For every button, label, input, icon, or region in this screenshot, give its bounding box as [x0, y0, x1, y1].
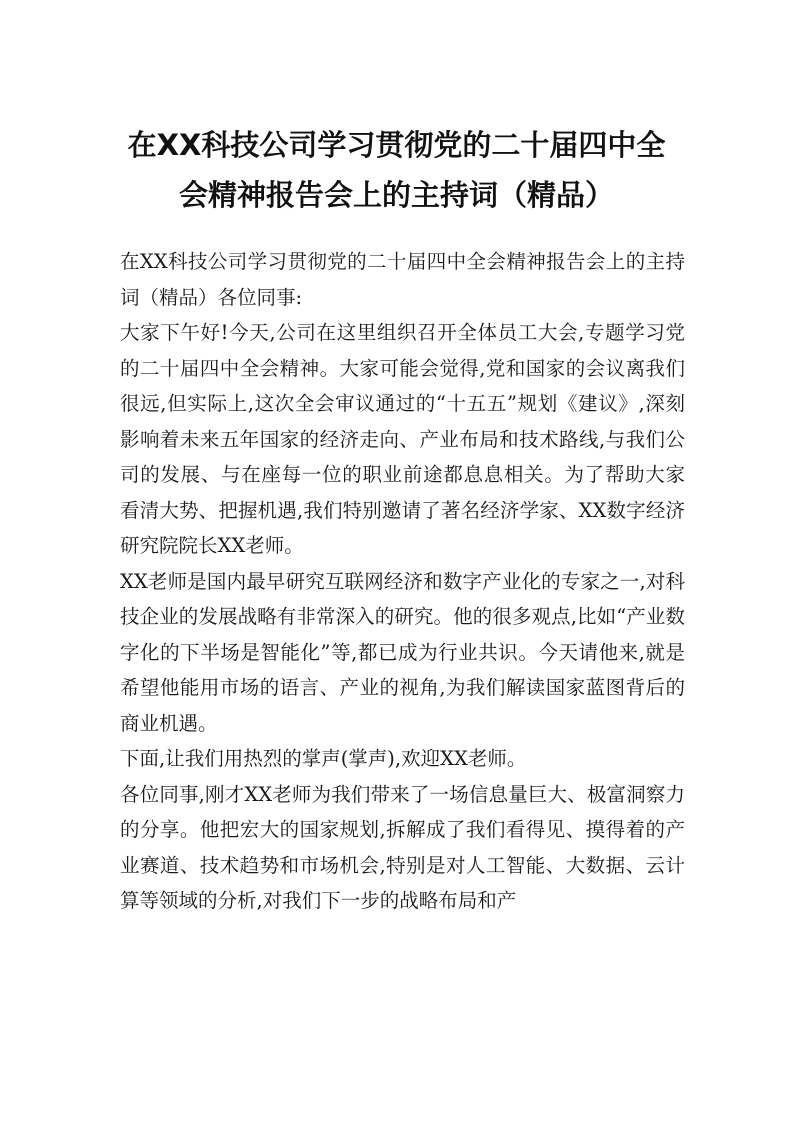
paragraph-summary: 各位同事,刚才XX老师为我们带来了一场信息量巨大、极富洞察力的分享。他把宏大的国家规划,拆解成了我们看得见、摸得着的产业赛道、技术趋势和市场机会,特别是对人工智能、大数据、云计算等领域的分析,对我们下一步的战略布局和产: [120, 782, 685, 912]
document-body: [120, 244, 685, 919]
paragraph-welcome: 下面,让我们用热烈的掌声(掌声),欢迎XX老师。: [120, 747, 527, 770]
paragraph-intro: 在XX科技公司学习贯彻党的二十届四中全会精神报告会上的主持词（精品）各位同事:: [120, 250, 685, 309]
paragraph-speaker-intro: XX老师是国内最早研究互联网经济和数字产业化的专家之一,对科技企业的发展战略有非常深入的研究。他的很多观点,比如“产业数字化的下半场是智能化”等,都已成为行业共识。今天请他来,就是希望他能用市场的语言、产业的视角,为我们解读国家蓝图背后的商业机遇。: [120, 569, 685, 735]
title-line-2: 会精神报告会上的主持词（精品）: [178, 178, 614, 212]
document-title: [110, 120, 683, 220]
title-line-1: 在XX科技公司学习贯彻党的二十届四中全: [127, 128, 666, 162]
paragraph-greeting: 大家下午好!今天,公司在这里组织召开全体员工大会,专题学习党的二十届四中全会精神。大家可能会觉得,党和国家的会议离我们很远,但实际上,这次全会审议通过的“十五五”规划《建议》,深刻影响着未来五年国家的经济走向、产业布局和技术路线,与我们公司的发展、与在座每一位的职业前途都息息相关。为了帮助大家看清大势、把握机遇,我们特别邀请了著名经济学家、XX数字经济研究院院长XX老师。: [120, 321, 685, 557]
